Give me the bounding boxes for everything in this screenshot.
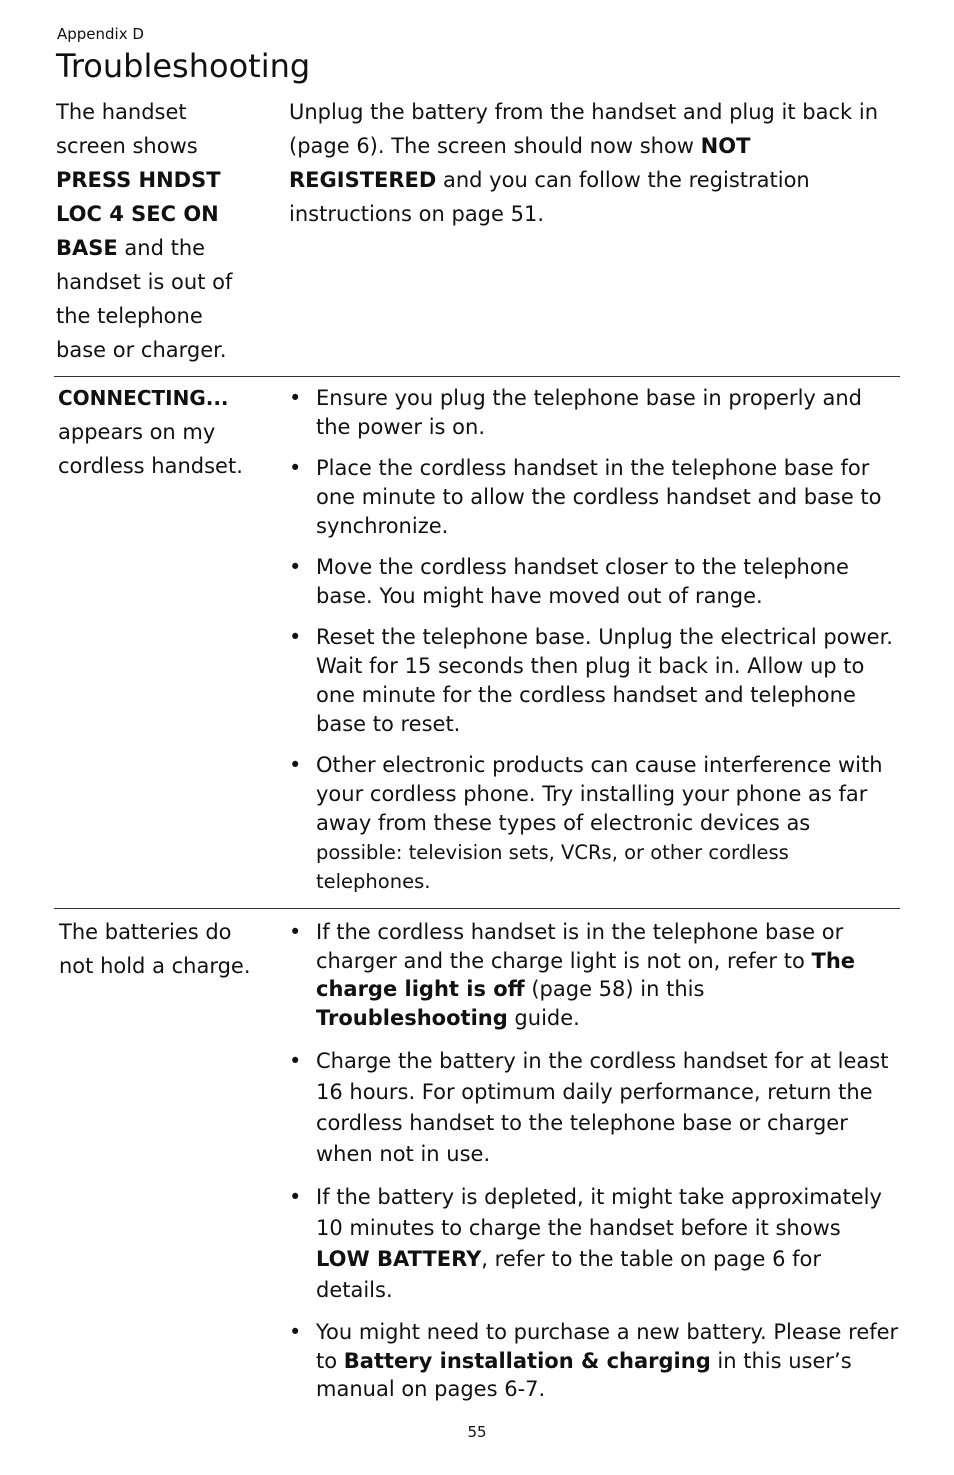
bullet-text: , refer to the table on page 6 for details. <box>316 1247 821 1302</box>
bullet-bold: Troubleshooting <box>316 1005 508 1030</box>
bullet-bold: LOW BATTERY <box>316 1247 482 1271</box>
bullet-glyph: • <box>289 456 302 480</box>
solution-bold: NOT REGISTERED <box>289 134 751 192</box>
condition-text: and the handset is out of the telephone base or charger. <box>56 236 233 362</box>
bullet-text: Other electronic products can cause interference with your cordless phone. Try installing your phone as far away from these types of electronic devices as <box>316 753 883 835</box>
condition-bold: CONNECTING... <box>58 386 229 410</box>
condition-text: The handset screen shows <box>56 100 198 158</box>
solution-bullet-list <box>289 918 899 1404</box>
list-item <box>289 553 899 611</box>
solution-cell <box>289 918 899 1404</box>
bullet-bold: The charge light is off <box>316 948 856 1001</box>
condition-cell <box>56 95 246 367</box>
list-item <box>289 751 899 896</box>
bullet-text: (page 58) in this <box>524 977 705 1001</box>
list-item <box>289 623 899 739</box>
appendix-label: Appendix D <box>57 25 144 43</box>
condition-bold: PRESS HNDST LOC 4 SEC ON BASE <box>56 168 221 260</box>
condition-text: appears on my cordless handset. <box>58 420 243 478</box>
bullet-text: You might need to purchase a new battery. Please refer to <box>316 1320 899 1373</box>
condition-text: The batteries do not hold a charge. <box>59 920 251 978</box>
bullet-glyph: • <box>289 386 302 410</box>
bullet-text: Ensure you plug the telephone base in properly and the power is on. <box>316 386 863 439</box>
list-item <box>289 384 899 442</box>
page-number: 55 <box>467 1423 487 1441</box>
row-divider <box>54 376 900 377</box>
bullet-glyph: • <box>289 1049 302 1073</box>
bullet-text: If the battery is depleted, it might take approximately 10 minutes to charge the handset before it shows <box>316 1185 882 1240</box>
solution-text-part: and you can follow the registration instructions on page 51. <box>289 168 810 226</box>
bullet-text: Reset the telephone base. Unplug the electrical power. Wait for 15 seconds then plug it back in. Allow up to one minute for the cordless handset and telephone base to reset. <box>316 625 893 736</box>
solution-cell <box>289 95 894 231</box>
bullet-glyph: • <box>289 1320 302 1344</box>
solution-bullet-list <box>289 384 899 896</box>
condition-cell <box>58 381 263 483</box>
solution-text <box>289 95 894 231</box>
row-divider <box>54 908 900 909</box>
list-item <box>289 1318 899 1404</box>
bullet-text: Place the cordless handset in the telephone base for one minute to allow the cordless handset and base to synchronize. <box>316 456 882 538</box>
bullet-glyph: • <box>289 753 302 777</box>
list-item <box>289 1046 899 1170</box>
bullet-text: in this user’s manual on pages 6-7. <box>316 1348 852 1401</box>
bullet-glyph: • <box>289 555 302 579</box>
list-item <box>289 918 899 1032</box>
bullet-bold: Battery installation & charging <box>343 1348 711 1373</box>
bullet-text: Move the cordless handset closer to the telephone base. You might have moved out of range. <box>316 555 849 608</box>
solution-text-part: Unplug the battery from the handset and plug it back in (page 6). The screen should now show <box>289 100 879 158</box>
bullet-glyph: • <box>289 625 302 649</box>
solution-cell <box>289 384 899 896</box>
bullet-text: guide. <box>507 1005 580 1030</box>
bullet-text: If the cordless handset is in the telephone base or charger and the charge light is not on, refer to <box>316 920 844 973</box>
condition-cell <box>59 915 269 983</box>
list-item <box>289 1182 899 1306</box>
page-title: Troubleshooting <box>56 47 311 85</box>
bullet-glyph: • <box>289 1185 302 1209</box>
list-item <box>289 454 899 541</box>
bullet-glyph: • <box>289 920 302 944</box>
bullet-text: Charge the battery in the cordless handset for at least 16 hours. For optimum daily performance, return the cordless handset to the telephone base or charger when not in use. <box>316 1049 889 1166</box>
bullet-text-condensed: possible: television sets, VCRs, or other cordless telephones. <box>316 841 789 893</box>
